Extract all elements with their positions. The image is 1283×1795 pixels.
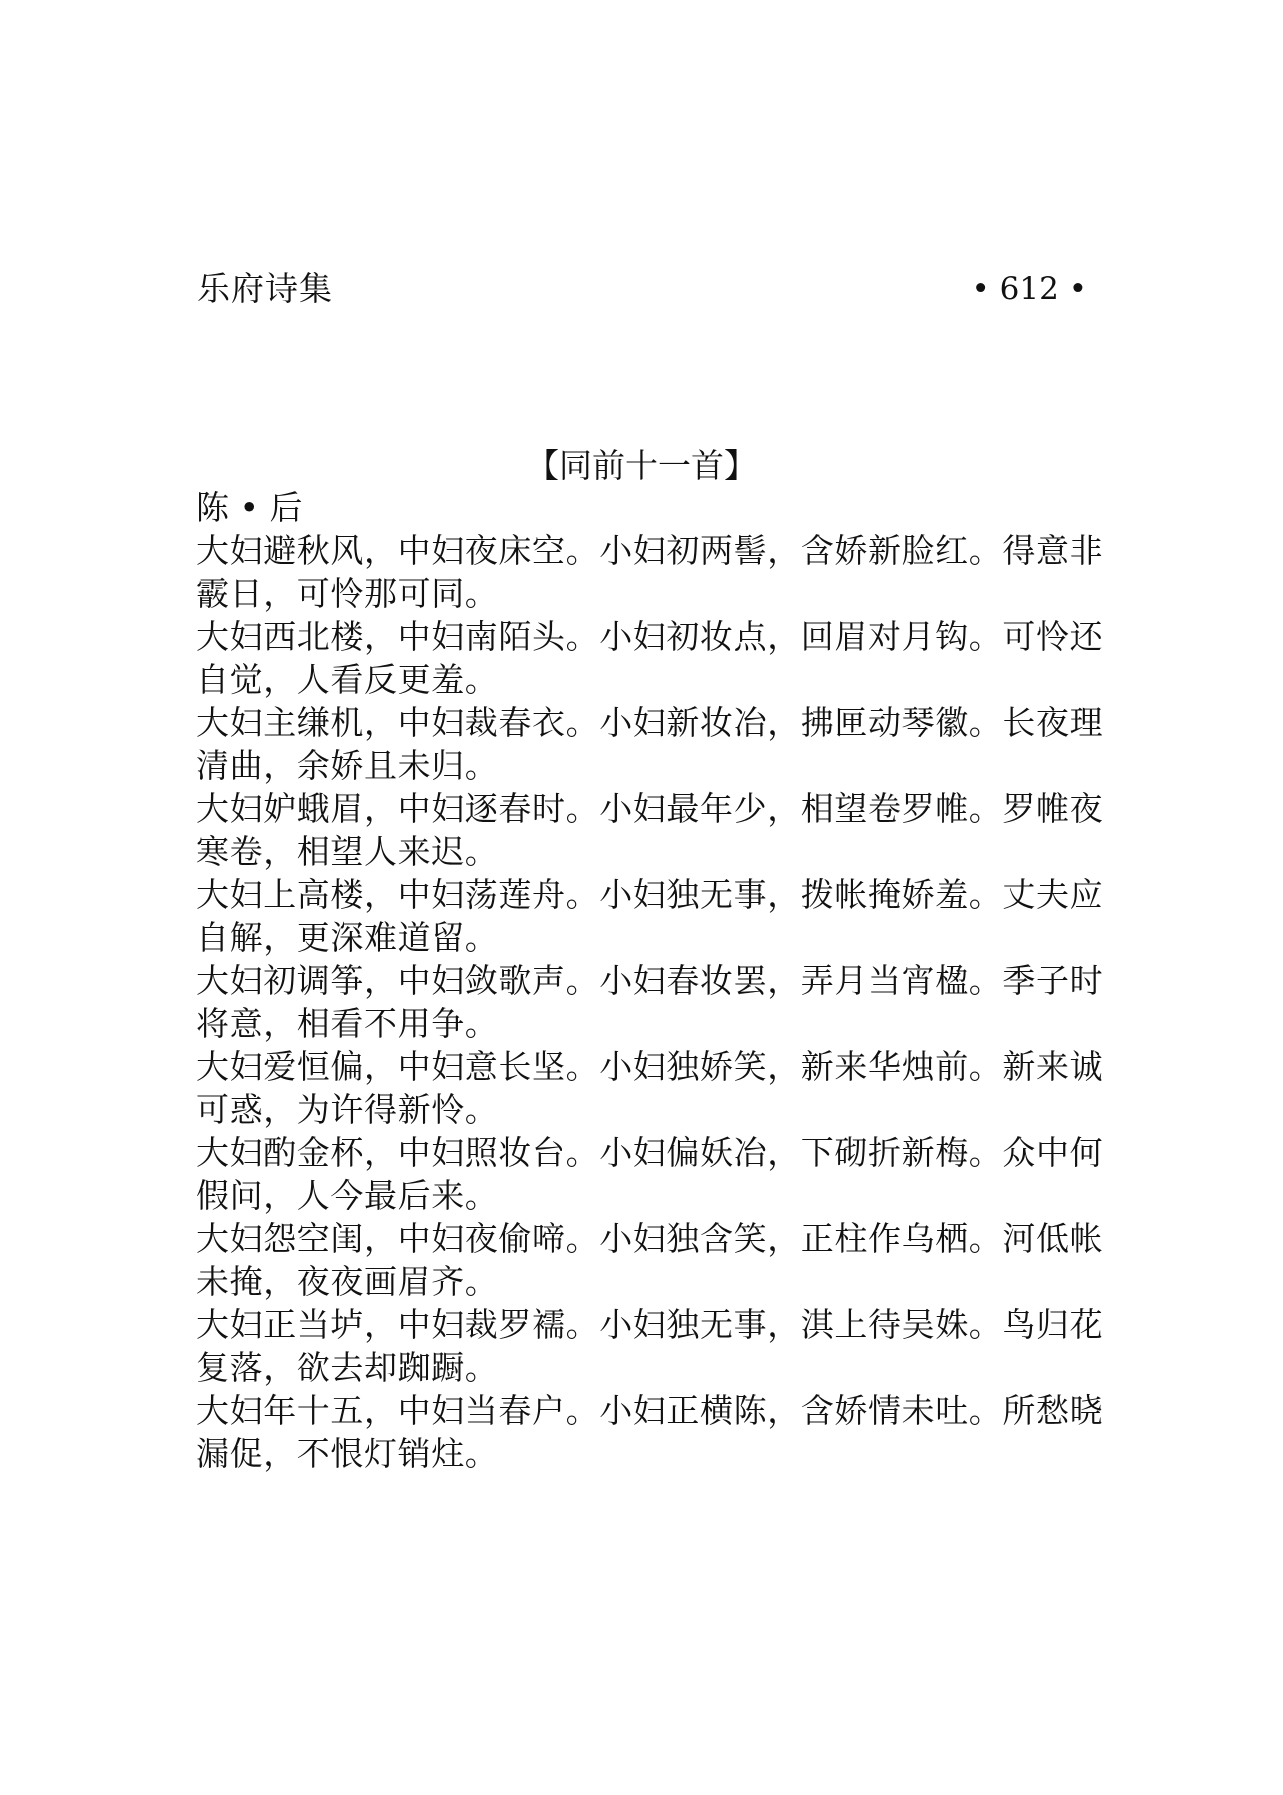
poem-line: 将意，相看不用争。 [196,1004,499,1043]
poem-line: 大妇酌金杯，中妇照妆台。小妇偏妖冶，下砌折新梅。众中何 [196,1133,1104,1172]
poem-line: 大妇西北楼，中妇南陌头。小妇初妆点，回眉对月钩。可怜还 [196,617,1104,656]
poem-line: 大妇初调筝，中妇敛歌声。小妇春妆罢，弄月当宵楹。季子时 [196,961,1104,1000]
poem-line: 自觉，人看反更羞。 [196,660,499,699]
poem-body [196,486,1104,1475]
poem-line: 大妇怨空闺，中妇夜偷啼。小妇独含笑，正柱作乌栖。河低帐 [196,1219,1104,1258]
section-heading: 【同前十一首】 [526,446,757,485]
poem-line: 大妇正当垆，中妇裁罗襦。小妇独无事，淇上待吴姝。鸟归花 [196,1305,1104,1344]
poem-line: 大妇主缣机，中妇裁春衣。小妇新妆冶，拂匣动琴徽。长夜理 [196,703,1104,742]
book-title: 乐府诗集 [197,269,333,308]
poem-line: 复落，欲去却踟蹰。 [196,1348,499,1387]
author-attribution: 陈 • 后 [196,488,303,527]
poem-line: 大妇年十五，中妇当春户。小妇正横陈，含娇情未吐。所愁晓 [196,1391,1104,1430]
poem-line: 大妇爱恒偏，中妇意长坚。小妇独娇笑，新来华烛前。新来诚 [196,1047,1104,1086]
poem-line: 寒卷，相望人来迟。 [196,832,499,871]
poem-line: 大妇上高楼，中妇荡莲舟。小妇独无事，拨帐掩娇羞。丈夫应 [196,875,1104,914]
poem-line: 清曲，余娇且未归。 [196,746,499,785]
poem-line: 可惑，为许得新怜。 [196,1090,499,1129]
poem-line: 霰日，可怜那可同。 [196,574,499,613]
poem-line: 自解，更深难道留。 [196,918,499,957]
poem-line: 漏促，不恨灯销炷。 [196,1434,499,1473]
page-header [197,266,1087,312]
poem-text [196,529,1104,1475]
poem-line: 未掩，夜夜画眉齐。 [196,1262,499,1301]
poem-line: 假问，人今最后来。 [196,1176,499,1215]
page-number: • 612 • [971,271,1087,307]
poem-line: 大妇妒蛾眉，中妇逐春时。小妇最年少，相望卷罗帷。罗帷夜 [196,789,1104,828]
poem-line: 大妇避秋风，中妇夜床空。小妇初两髻，含娇新脸红。得意非 [196,531,1104,570]
